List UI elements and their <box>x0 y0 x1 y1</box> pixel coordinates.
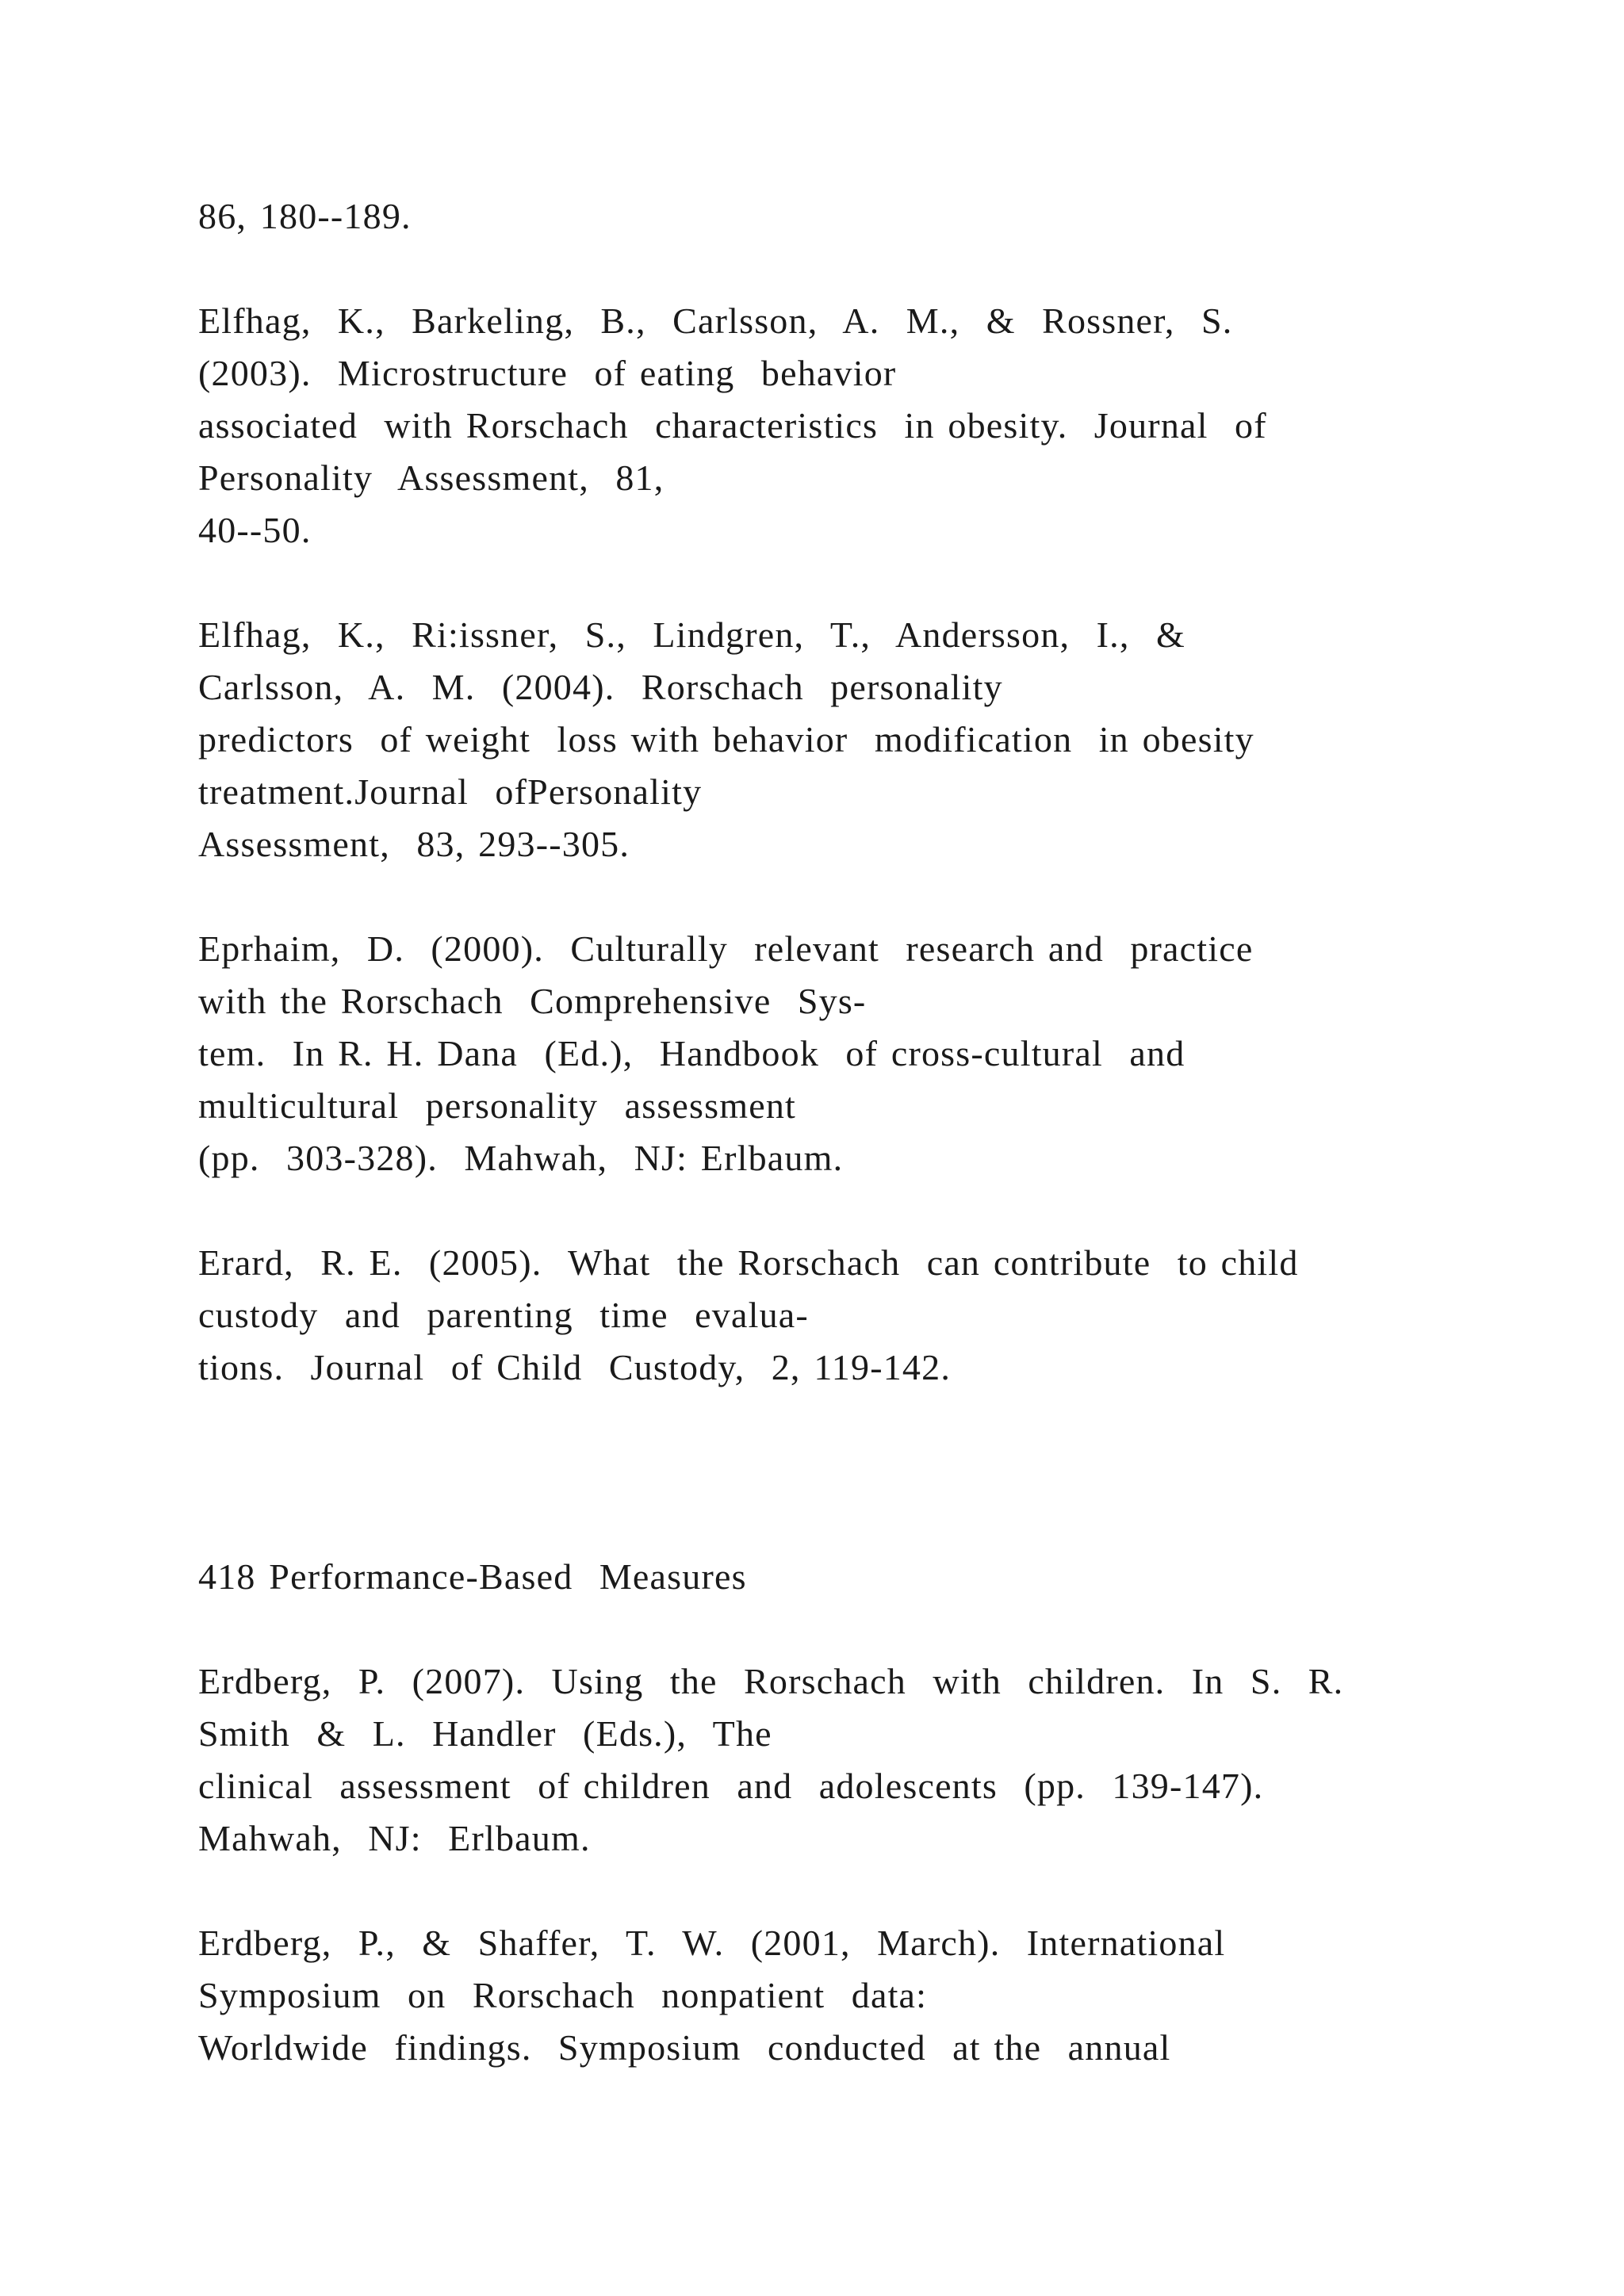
text-line: Personality Assessment, 81, <box>198 457 665 498</box>
reference-entry <box>198 1655 1483 1865</box>
text-line: clinical assessment of children and adolescents (pp. 139-147). <box>198 1766 1264 1806</box>
text-line: predictors of weight loss with behavior modification in obesity <box>198 719 1254 760</box>
text-line: Mahwah, NJ: Erlbaum. <box>198 1818 591 1858</box>
text-line: custody and parenting time evalua- <box>198 1295 809 1335</box>
document-page <box>198 190 1483 2074</box>
page-header <box>198 1551 1483 1603</box>
reference-entry <box>198 923 1483 1184</box>
text-line: Erard, R. E. (2005). What the Rorschach can contribute to child <box>198 1242 1299 1283</box>
text-line: associated with Rorschach characteristics in obesity. Journal of <box>198 405 1267 446</box>
text-line: Erdberg, P., & Shaffer, T. W. (2001, March). International <box>198 1923 1226 1963</box>
text-line: Worldwide findings. Symposium conducted at the annual <box>198 2027 1171 2068</box>
text-line: treatment.Journal ofPersonality <box>198 771 703 812</box>
reference-entry <box>198 295 1483 557</box>
text-line: multicultural personality assessment <box>198 1085 797 1126</box>
text-line: Elfhag, K., Barkeling, B., Carlsson, A. M., & Rossner, S. <box>198 300 1233 341</box>
text-line: (2003). Microstructure of eating behavior <box>198 353 897 393</box>
reference-entry <box>198 1917 1483 2074</box>
text-line: Smith & L. Handler (Eds.), The <box>198 1713 772 1754</box>
text-line: Eprhaim, D. (2000). Culturally relevant research and practice <box>198 928 1254 969</box>
page-header-text: 418 Performance-Based Measures <box>198 1556 747 1597</box>
text-line: with the Rorschach Comprehensive Sys- <box>198 981 867 1021</box>
text-line: tions. Journal of Child Custody, 2, 119-142. <box>198 1347 952 1387</box>
text-line: Elfhag, K., Ri:issner, S., Lindgren, T., Andersson, I., & <box>198 614 1185 655</box>
text-line: 40--50. <box>198 510 312 550</box>
reference-entry <box>198 609 1483 871</box>
text-line: (pp. 303-328). Mahwah, NJ: Erlbaum. <box>198 1138 844 1178</box>
reference-entry <box>198 1237 1483 1394</box>
text-line: tem. In R. H. Dana (Ed.), Handbook of cross-cultural and <box>198 1033 1185 1073</box>
text-line: Symposium on Rorschach nonpatient data: <box>198 1975 928 2015</box>
text-line: Assessment, 83, 293--305. <box>198 824 630 864</box>
text-line: 86, 180--189. <box>198 196 412 236</box>
text-line: Carlsson, A. M. (2004). Rorschach personality <box>198 667 1003 707</box>
text-line: Erdberg, P. (2007). Using the Rorschach with children. In S. R. <box>198 1661 1344 1701</box>
reference-fragment <box>198 190 1483 243</box>
